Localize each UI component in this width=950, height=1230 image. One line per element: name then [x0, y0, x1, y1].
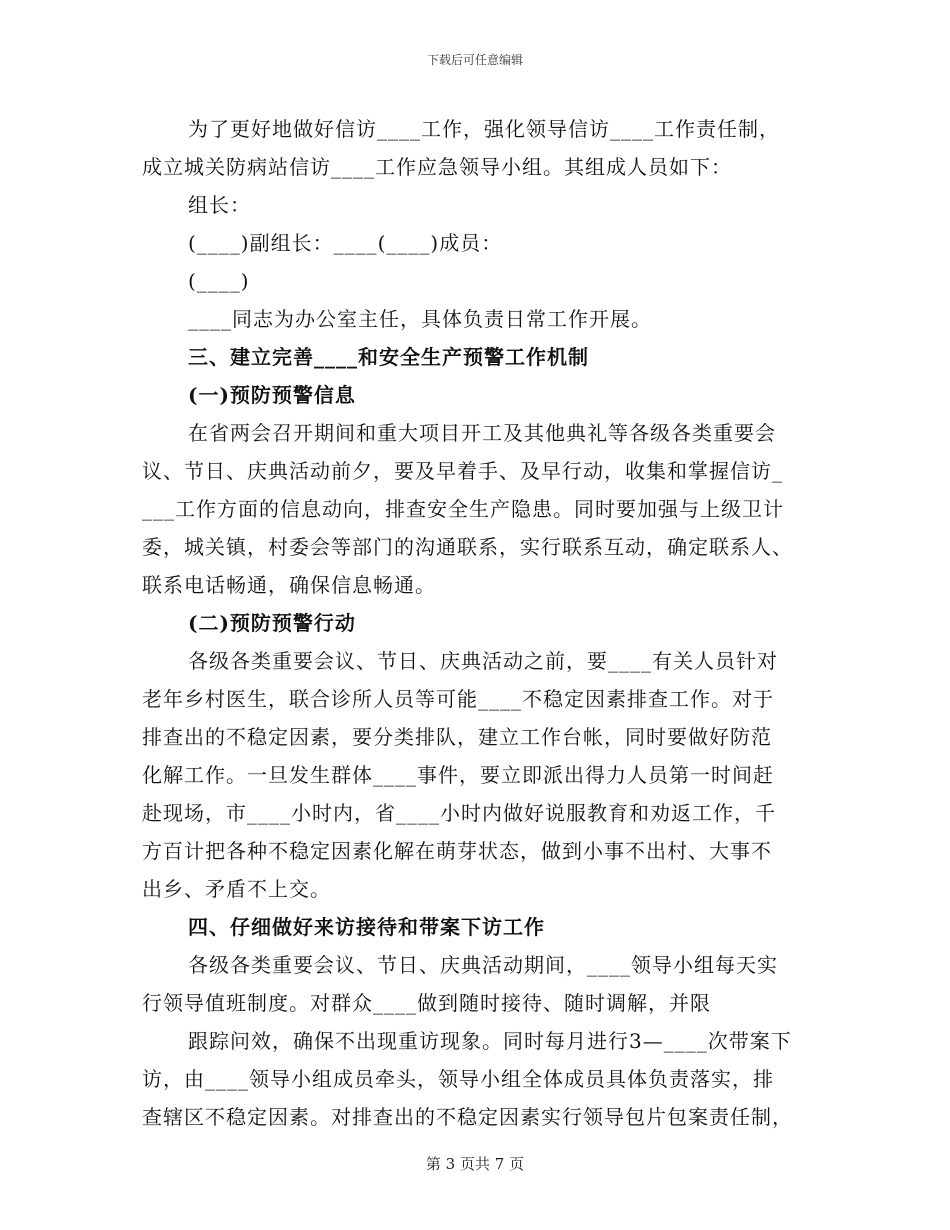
section-heading: 四、仔细做好来访接待和带案下访工作	[188, 915, 545, 939]
paragraph-line: 委，城关镇，村委会等部门的沟通联系，实行联系互动，确定联系人、	[142, 535, 793, 559]
section-heading: (一)预防预警信息	[188, 383, 356, 407]
section-heading: 三、建立完善____和安全生产预警工作机制	[188, 345, 589, 369]
paragraph-line: 出乡、矛盾不上交。	[142, 877, 331, 901]
paragraph-line: ___工作方面的信息动向，排查安全生产隐患。同时要加强与上级卫计	[142, 497, 784, 521]
paragraph-line: 方百计把各种不稳定因素化解在萌芽状态，做到小事不出村、大事不	[142, 839, 772, 863]
paragraph-line: 各级各类重要会议、节日、庆典活动之前，要____有关人员针对	[188, 649, 778, 673]
paragraph-line: 行领导值班制度。对群众____做到随时接待、随时调解，并限	[142, 991, 711, 1015]
section-heading: (二)预防预警行动	[188, 611, 356, 635]
page-header: 下载后可任意编辑	[426, 53, 523, 67]
document-body	[142, 110, 810, 1136]
paragraph-line: 化解工作。一旦发生群体____事件，要立即派出得力人员第一时间赶	[142, 763, 774, 787]
paragraph-line: 跟踪问效，确保不出现重访现象。同时每月进行3—____次带案下	[188, 1029, 792, 1053]
paragraph-line: 排查出的不稳定因素，要分类排队，建立工作台帐，同时要做好防范	[142, 725, 772, 749]
paragraph-line: ____同志为办公室主任，具体负责日常工作开展。	[188, 307, 652, 331]
paragraph-line: 在省两会召开期间和重大项目开工及其他典礼等各级各类重要会	[188, 421, 776, 445]
paragraph-line: 赴现场，市____小时内，省____小时内做好说服教育和劝返工作，千	[142, 801, 776, 825]
paragraph-line: 老年乡村医生，联合诊所人员等可能____不稳定因素排查工作。对于	[142, 687, 774, 711]
paragraph-line: 查辖区不稳定因素。对排查出的不稳定因素实行领导包片包案责任制，	[142, 1105, 793, 1129]
paragraph-line: 组长：	[188, 193, 251, 217]
paragraph-line: 联系电话畅通，确保信息畅通。	[142, 573, 436, 597]
paragraph-line: (____)副组长：____(____)成员：	[188, 231, 503, 255]
paragraph-line: 各级各类重要会议、节日、庆典活动期间，____领导小组每天实	[188, 953, 778, 977]
paragraph-line: 成立城关防病站信访____工作应急领导小组。其组成人员如下：	[142, 155, 732, 179]
paragraph-line: 议、节日、庆典活动前夕，要及早着手、及早行动，收集和掌握信访_	[142, 459, 783, 483]
paragraph-line: 访，由____领导小组成员牵头，领导小组全体成员具体负责落实，排	[142, 1067, 774, 1091]
page-footer: 第 3 页共 7 页	[425, 1155, 525, 1173]
paragraph-line: (____)	[188, 269, 250, 293]
paragraph-line: 为了更好地做好信访____工作，强化领导信访____工作责任制，	[188, 117, 780, 141]
